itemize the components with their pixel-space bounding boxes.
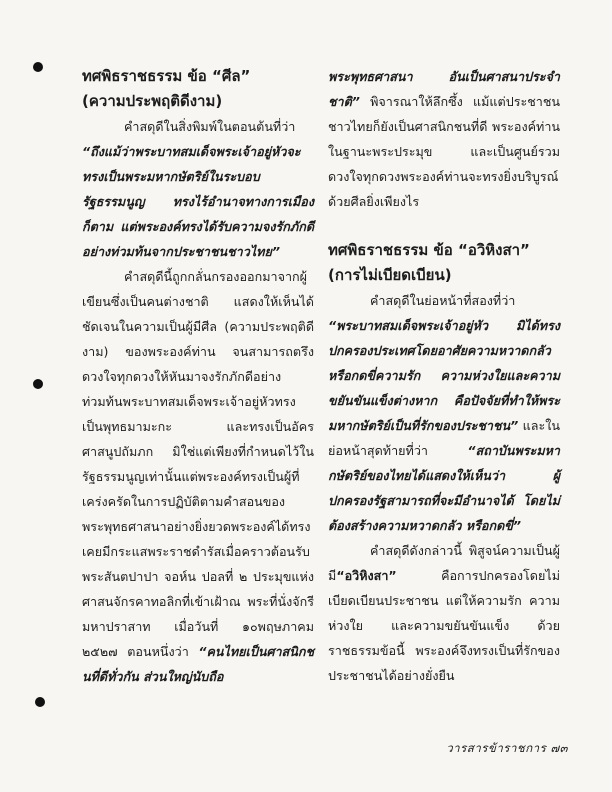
paragraph-text: คือการปกครองโดยไม่เบียดเบียนประชาชน แต่ให้ความรัก ความห่วงใย และความขยันขันแข็ง ด้วยราชธรรมข้อนี้ พระองค์จึงทรงเป็นที่รักของประชาชนได้อย่างยั่งยืน bbox=[328, 568, 560, 683]
paragraph-text: คำสดุดีดังกล่าวนี้ พิสูจน์ความเป็นผู้มี bbox=[328, 543, 560, 583]
paragraph-continued bbox=[328, 64, 560, 214]
journal-name: วารสารข้าราชการ bbox=[446, 741, 547, 755]
heading-subtitle: (ความประพฤติดีงาม) bbox=[82, 92, 223, 110]
paragraph-text: พิจารณาให้ลึกซึ้ง แม้แต่ประชาชนชาวไทยก็ยังเป็นศาสนิกชนที่ดี พระองค์ท่านในฐานะพระประมุข และเป็นศูนย์รวมดวงใจทุกดวงพระองค์ท่านจะทรงยิ่งบริบูรณ์ด้วยศีลยิ่งเพียงไร bbox=[328, 94, 560, 209]
left-column bbox=[82, 64, 314, 689]
hole-punch-mark-bottom bbox=[35, 697, 45, 707]
page-number: ๗๓ bbox=[550, 741, 568, 755]
eulogy-quote: “สถาบันพระมหากษัตริย์ของไทยได้แสดงให้เห็นว่า ผู้ปกครองรัฐสามารถที่จะมีอำนาจได้ โดยไม่ต้องสร้างความหวาดกลัว หรือกดขี่” bbox=[328, 443, 560, 533]
eulogy-quote: “พระบาทสมเด็จพระเจ้าอยู่หัว มิได้ทรงปกครองประเทศโดยอาศัยความหวาดกลัว หรือกดขี่ความรัก ความห่วงใยและความขยันขันแข็งต่างหาก คือปัจจัยที่ทำให้พระมหากษัตริย์เป็นที่รักของประชาชน” bbox=[328, 318, 560, 433]
paragraph-avihimsa-body bbox=[328, 538, 560, 688]
right-column bbox=[328, 64, 560, 688]
hole-punch-mark-middle bbox=[33, 379, 43, 389]
paragraph-text: คำสดุดีในสิ่งพิมพ์ในตอนต้นที่ว่า bbox=[124, 119, 296, 134]
section-heading-sila bbox=[82, 64, 314, 114]
heading-subtitle: (การไม่เบียดเบียน) bbox=[328, 266, 452, 284]
paragraph-avihimsa-quote bbox=[328, 288, 560, 538]
term-avihimsa: “อวิหิงสา” bbox=[336, 568, 397, 583]
paragraph-sila-quote bbox=[82, 114, 314, 264]
paragraph-text: คำสดุดีนี้ถูกกลั่นกรองออกมาจากผู้เขียนซึ่งเป็นคนต่างชาติ แสดงให้เห็นได้ชัดเจนในความเป็นผู้มีศีล (ความประพฤติดีงาม) ของพระองค์ท่าน จนสามารถตรึงดวงใจทุกดวงให้หันมาจงรักภักดีอย่างท่วมท้นพระบาทสมเด็จพระเจ้าอยู่หัวทรงเป็นพุทธมามะกะ และทรงเป็นอัครศาสนูปถัมภก มิใช่แต่เพียงที่กำหนดไว้ในรัฐธรรมนูญเท่านั้นแต่พระองค์ทรงเป็นผู้ที่เคร่งครัดในการปฏิบัติตามคำสอนของพระพุทธศาสนาอย่างยิ่งยวดพระองค์ได้ทรงเคยมีกระแสพระราชดำรัสเมื่อคราวต้อนรับพระสันตปาปา จอห์น ปอลที่ ๒ ประมุขแห่งศาสนจักรคาทอลิกที่เข้าเฝ้าณ พระที่นั่งจักรีมหาปราสาท เมื่อวันที่ ๑๐พฤษภาคม ๒๕๒๗ ตอนหนึ่งว่า bbox=[82, 269, 314, 659]
eulogy-quote: “ถึงแม้ว่าพระบาทสมเด็จพระเจ้าอยู่หัวจะทรงเป็นพระมหากษัตริย์ในระบอบรัฐธรรมนูญ ทรงไร้อำนาจทางการเมืองก็ตาม แต่พระองค์ทรงได้รับความจงรักภักดีอย่างท่วมท้นจากประชาชนชาวไทย” bbox=[82, 144, 314, 259]
paragraph-sila-body bbox=[82, 264, 314, 689]
hole-punch-mark-top bbox=[33, 62, 43, 72]
royal-speech-quote: “คนไทยเป็นศาสนิกชนที่ดีทั่วกัน ส่วนใหญ่นับถือ bbox=[82, 644, 314, 684]
paragraph-text: และในย่อหน้าสุดท้ายที่ว่า bbox=[328, 418, 560, 458]
royal-speech-quote-end: พระพุทธศาสนา อันเป็นศาสนาประจำชาติ” bbox=[328, 69, 560, 109]
page-footer bbox=[428, 740, 568, 758]
heading-title: ทศพิธราชธรรม ข้อ “ศีล” bbox=[82, 67, 251, 85]
paragraph-text: คำสดุดีในย่อหน้าที่สองที่ว่า bbox=[370, 293, 516, 308]
heading-title: ทศพิธราชธรรม ข้อ “อวิหิงสา” bbox=[328, 241, 530, 259]
section-heading-avihimsa bbox=[328, 238, 560, 288]
